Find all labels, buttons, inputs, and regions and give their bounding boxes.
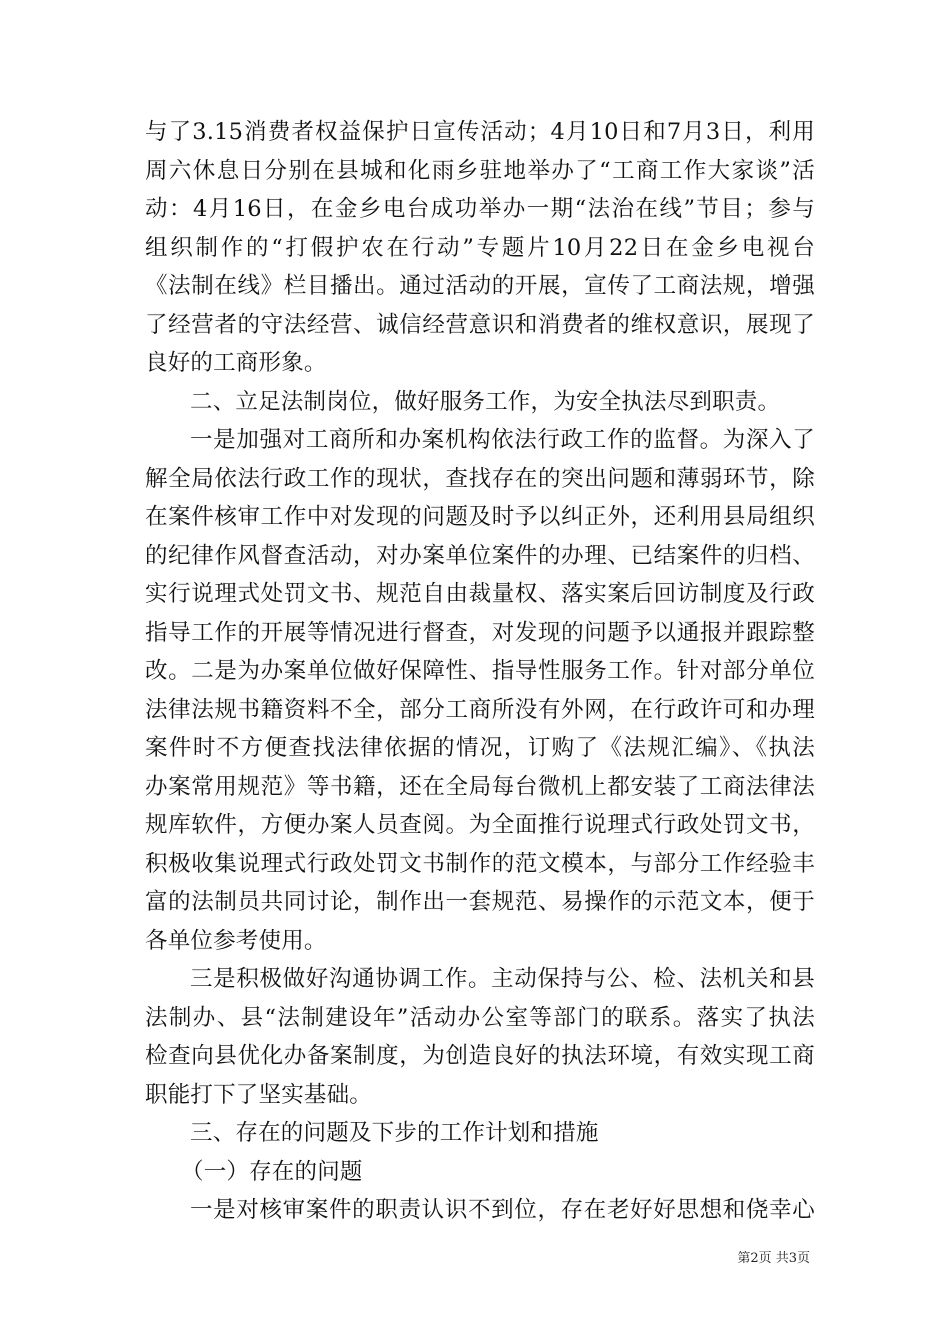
text-line: 法制办、县“法制建设年”活动办公室等部门的联系。落实了执法: [145, 1004, 815, 1031]
text-line: 一是加强对工商所和办案机构依法行政工作的监督。为深入了: [190, 427, 815, 453]
page-number: 第2页 共3页: [737, 1251, 810, 1266]
text-line: 与了3.15消费者权益保护日宣传活动；4月10日和7月3日，利用: [145, 119, 815, 145]
text-line: 案件时不方便查找法律依据的情况，订购了《法规汇编》、《执法: [145, 735, 815, 761]
text-line: 在案件核审工作中对发现的问题及时予以纠正外，还利用县局组织: [145, 504, 815, 530]
text-line: 实行说理式处罚文书、规范自由裁量权、落实案后回访制度及行政: [145, 581, 815, 607]
subsection-heading: （一）存在的问题: [181, 1158, 363, 1185]
text-line: 解全局依法行政工作的现状，查找存在的突出问题和薄弱环节，除: [145, 465, 815, 492]
text-line: 检查向县优化办备案制度，为创造良好的执法环境，有效实现工商: [145, 1043, 815, 1069]
text-line: 了经营者的守法经营、诚信经营意识和消费者的维权意识，展现了: [145, 311, 815, 338]
text-line: 三是积极做好沟通协调工作。主动保持与公、检、法机关和县: [190, 966, 815, 992]
section-heading: 三、存在的问题及下步的工作计划和措施: [190, 1120, 599, 1146]
text-line: 周六休息日分别在县城和化雨乡驻地举办了“工商工作大家谈”活: [145, 157, 815, 184]
text-line: 职能打下了坚实基础。: [145, 1081, 373, 1108]
text-line: 办案常用规范》等书籍，还在全局每台微机上都安装了工商法律法: [145, 773, 815, 800]
text-line: 《法制在线》栏目播出。通过活动的开展，宣传了工商法规，增强: [145, 273, 815, 299]
text-line: 法律法规书籍资料不全，部分工商所没有外网，在行政许可和办理: [145, 696, 815, 723]
text-line: 良好的工商形象。: [145, 350, 327, 376]
text-line: 动：4月16日，在金乡电台成功举办一期“法治在线”节目；参与: [145, 196, 815, 222]
document-body: [145, 113, 815, 1230]
text-line: 的纪律作风督查活动，对办案单位案件的办理、已结案件的归档、: [145, 542, 815, 569]
text-line: 积极收集说理式行政处罚文书制作的范文模本，与部分工作经验丰: [145, 850, 815, 877]
text-line: 一是对核审案件的职责认识不到位，存在老好好思想和侥幸心: [190, 1197, 815, 1223]
text-line: 组织制作的“打假护农在行动”专题片10月22日在金乡电视台: [145, 234, 815, 261]
section-heading: 二、立足法制岗位，做好服务工作，为安全执法尽到职责。: [190, 388, 781, 415]
text-line: 规库软件，方便办案人员查阅。为全面推行说理式行政处罚文书，: [145, 812, 815, 838]
text-line: 富的法制员共同讨论，制作出一套规范、易操作的示范文本，便于: [145, 889, 815, 915]
text-line: 各单位参考使用。: [145, 927, 327, 954]
text-line: 改。二是为办案单位做好保障性、指导性服务工作。针对部分单位: [145, 658, 815, 684]
text-line: 指导工作的开展等情况进行督查，对发现的问题予以通报并跟踪整: [145, 619, 815, 646]
